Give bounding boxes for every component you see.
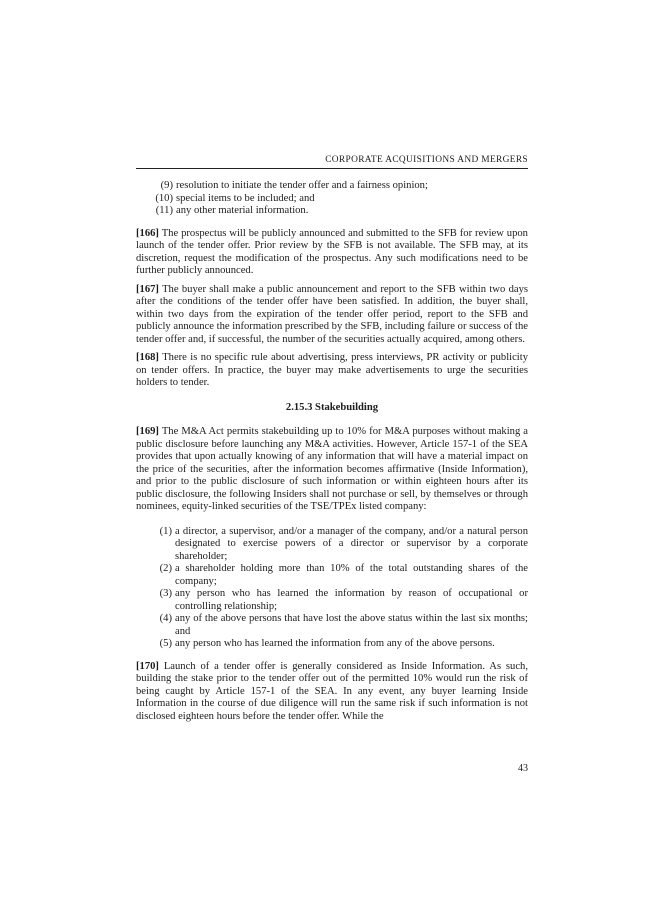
paragraph-170: [136, 661, 528, 724]
paragraph-text: The buyer shall make a public announcement and report to the SFB within two days after the conditions of the tender offer have been satisfied. In addition, the buyer shall, within two days from the expiration of the tender offer period, report to the SFB and publicly announce the information prescribed by the SFB, including failure or success of the tender offer and, if successful, the number of the securities actually acquired, among others.: [136, 283, 528, 345]
paragraph-number: [170]: [136, 660, 159, 672]
list-item-text: any other material information.: [176, 205, 309, 216]
list-item-text: any person who has learned the information from any of the above persons.: [175, 638, 495, 649]
section-heading: 2.15.3 Stakebuilding: [285, 401, 379, 413]
paragraph-text: The prospectus will be publicly announced and submitted to the SFB for review upon launch of the tender offer. Prior review by the SFB is not available. The SFB may, at its discretion, request the modification of the prospectus. Any such modifications need to be further publicly announced.: [136, 227, 528, 276]
paragraph-number: [169]: [136, 426, 159, 437]
list-item-number: (11): [155, 205, 173, 216]
list-item: [136, 526, 528, 564]
list-item-number: (1): [159, 525, 172, 537]
header-rule: [136, 168, 528, 169]
list-item-text: resolution to initiate the tender offer and a fairness opinion;: [176, 180, 428, 191]
paragraph-166: [136, 228, 528, 278]
list-item: [136, 180, 528, 193]
list-item: [136, 588, 528, 613]
running-header: CORPORATE ACQUISITIONS AND MERGERS: [325, 155, 528, 165]
list-item-number: (9): [160, 180, 173, 191]
list-item: [136, 638, 528, 651]
page-number: 43: [518, 763, 528, 774]
paragraph-169: [136, 426, 528, 514]
paragraph-168: [136, 352, 528, 390]
paragraph-number: [168]: [136, 352, 159, 363]
paragraph-number: [167]: [136, 283, 159, 295]
list-item: [136, 613, 528, 638]
prospectus-items-list: [136, 180, 528, 218]
list-item-number: (2): [159, 563, 172, 574]
list-item-text: a shareholder holding more than 10% of the total outstanding shares of the company;: [175, 563, 528, 587]
list-item-text: any person who has learned the information by reason of occupational or controlling relationship;: [175, 588, 528, 612]
list-item: [136, 205, 528, 218]
paragraph-text: There is no specific rule about advertising, press interviews, PR activity or publicity on tender offers. In practice, the buyer may make advertisements to urge the securities holders to tender.: [136, 352, 528, 388]
list-item-number: (3): [159, 588, 172, 599]
list-item-number: (4): [159, 613, 172, 624]
list-item: [136, 193, 528, 206]
list-item-text: a director, a supervisor, and/or a manager of the company, and/or a natural person designated to exercise powers of a director or supervisor by a corporate shareholder;: [175, 525, 528, 562]
list-item: [136, 563, 528, 588]
list-item-number: (5): [159, 638, 172, 649]
paragraph-number: [166]: [136, 227, 159, 239]
list-item-number: (10): [155, 192, 173, 204]
insider-list: [136, 526, 528, 651]
paragraph-text: Launch of a tender offer is generally considered as Inside Information. As such, building the stake prior to the tender offer out of the permitted 10% would run the risk of being caught by Article 157-1 of the SEA. In any event, any buyer learning Inside Information in the course of due diligence will run the same risk if such information is not disclosed eighteen hours before the tender offer. While the: [136, 660, 528, 722]
paragraph-167: [136, 284, 528, 347]
page-body: [136, 178, 528, 729]
list-item-text: special items to be included; and: [176, 192, 315, 204]
paragraph-text: The M&A Act permits stakebuilding up to 10% for M&A purposes without making a public disclosure before launching any M&A activities. However, Article 157-1 of the SEA provides that upon actually knowing of any information that will have a material impact on the price of the securities, after the information becomes affirmative (Inside Information), and prior to the public disclosure of such information or within eighteen hours after its public disclosure, the following Insiders shall not purchase or sell, by themselves or through nominees, equity-linked securities of the TSE/TPEx listed company:: [136, 426, 528, 512]
list-item-text: any of the above persons that have lost the above status within the last six months; and: [175, 613, 528, 637]
